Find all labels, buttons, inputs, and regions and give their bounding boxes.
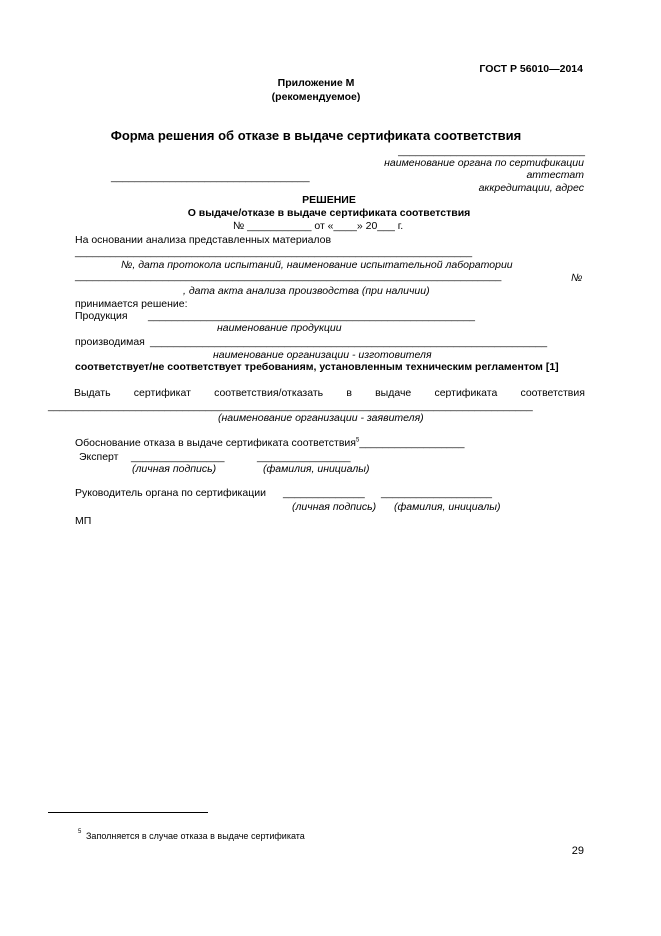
issue-word: соответствия <box>520 387 585 399</box>
footnote-text: Заполняется в случае отказа в выдаче сертификата <box>86 831 305 841</box>
applicant-caption: (наименование организации - заявителя) <box>218 412 424 424</box>
product-label: Продукция <box>75 310 128 322</box>
footnote-mark: 5 <box>78 829 82 835</box>
expert-name-line: ________________ <box>257 451 351 463</box>
annex-subtitle: (рекомендуемое) <box>271 91 361 103</box>
issue-word: соответствия/отказать <box>214 387 324 399</box>
decision-subheading: О выдаче/отказе в выдаче сертификата соответствия <box>187 207 471 219</box>
issue-word: сертификат <box>133 387 191 399</box>
basis-line: ____________________________________________________________________ <box>75 246 473 258</box>
manufactured-line: ____________________________________________________________________ <box>150 336 548 348</box>
refusal-basis-text: Обоснование отказа в выдаче сертификата соответствия <box>75 437 356 449</box>
manufacturer-caption: наименование организации - изготовителя <box>213 349 432 361</box>
page-number: 29 <box>571 845 584 857</box>
stamp-placeholder: МП <box>75 515 92 527</box>
compliance-text: соответствует/не соответствует требованиям, установленным техническим регламентом [1] <box>75 361 559 373</box>
applicant-line: ___________________________________________________________________________________ <box>48 400 533 412</box>
act-caption: , дата акта анализа производства (при наличии) <box>183 285 430 297</box>
head-signature-caption: (личная подпись) <box>292 501 377 513</box>
expert-label: Эксперт <box>79 451 119 463</box>
addressee-caption-body: наименование органа по сертификации <box>384 157 584 169</box>
refusal-basis <box>75 438 464 449</box>
issue-word: в <box>346 387 352 399</box>
standard-number: ГОСТ Р 56010—2014 <box>479 63 583 75</box>
refusal-basis-line: __________________ <box>359 437 465 449</box>
act-number-mark: № <box>571 272 583 284</box>
expert-signature-caption: (личная подпись) <box>132 463 217 475</box>
addressee-caption-address: аккредитации, адрес <box>478 182 584 194</box>
addressee-line: ________________________________ <box>398 145 585 157</box>
basis-text: На основании анализа представленных материалов <box>75 234 332 246</box>
issue-decision-line <box>74 387 585 399</box>
expert-name-caption: (фамилия, инициалы) <box>263 463 370 475</box>
annex-title: Приложение М <box>277 77 355 89</box>
manufactured-label: производимая <box>75 336 145 348</box>
act-line: _________________________________________________________________________ <box>75 270 502 282</box>
head-name-line: ___________________ <box>381 487 492 499</box>
issue-word: Выдать <box>74 387 111 399</box>
addressee-caption-attestat: аттестат <box>526 169 584 181</box>
head-label: Руководитель органа по сертификации <box>75 487 266 499</box>
product-caption: наименование продукции <box>217 322 342 334</box>
form-title: Форма решения об отказе в выдаче сертификата соответствия <box>110 128 522 143</box>
head-name-caption: (фамилия, инициалы) <box>394 501 501 513</box>
product-line: ________________________________________________________ <box>148 310 476 322</box>
addressee-left-line: __________________________________ <box>111 171 310 183</box>
decision-number-date: № ___________ от «____» 20___ г. <box>233 220 404 232</box>
expert-signature-line: ________________ <box>131 451 225 463</box>
issue-word: выдаче <box>375 387 412 399</box>
issue-word: сертификата <box>434 387 498 399</box>
footnote-reference: 5 <box>355 437 360 444</box>
decision-heading: РЕШЕНИЕ <box>302 194 356 206</box>
protocol-caption: №, дата протокола испытаний, наименование испытательной лаборатории <box>121 259 513 271</box>
head-signature-line: ______________ <box>283 487 365 499</box>
footnote-separator <box>48 812 208 813</box>
decision-taken-text: принимается решение: <box>75 298 188 310</box>
